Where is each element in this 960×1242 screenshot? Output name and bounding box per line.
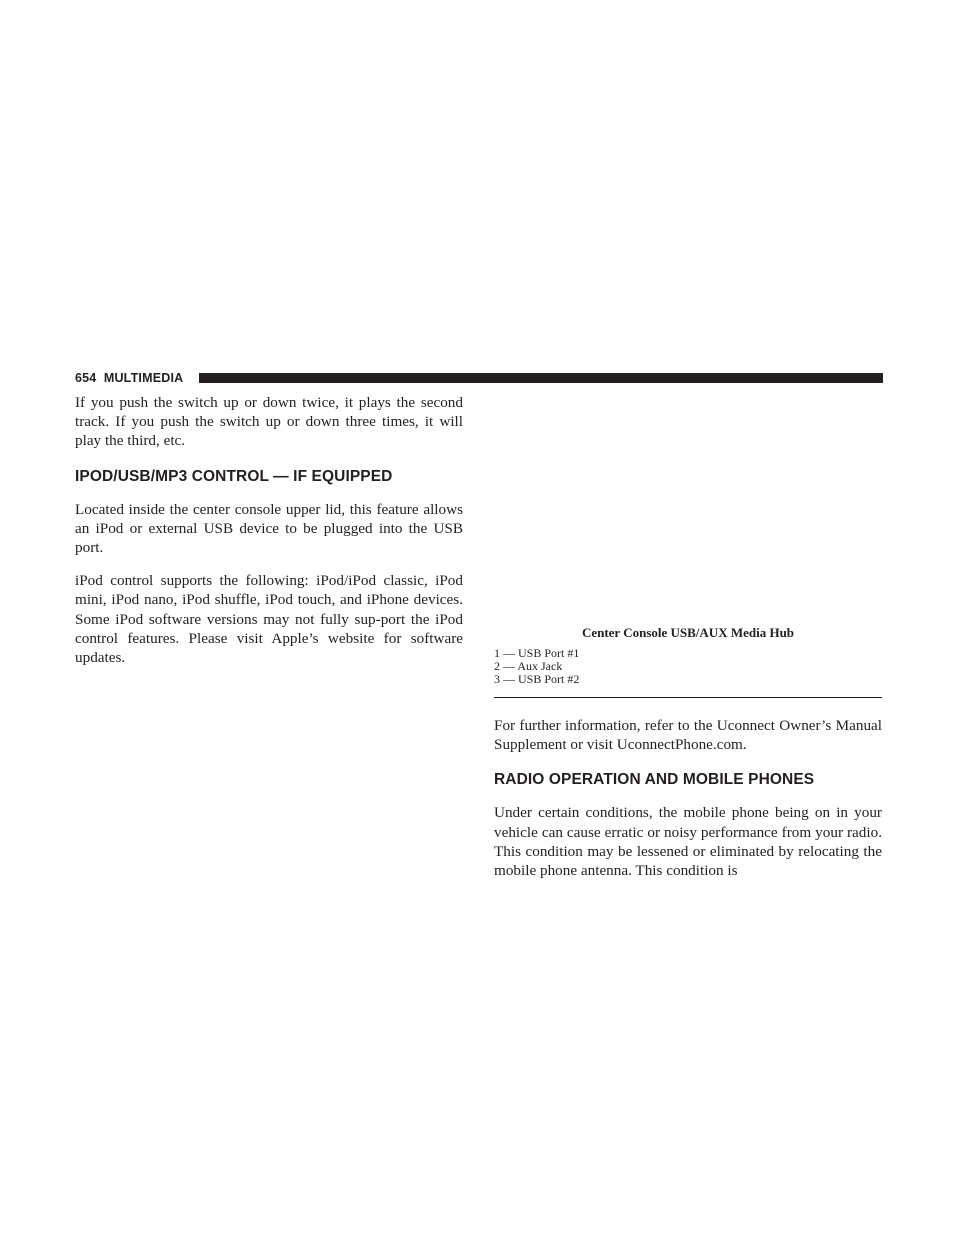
figure-legend [494, 647, 882, 685]
intro-paragraph: If you push the switch up or down twice, it plays the second track. If you push the switch up or down three times, it will play the third, etc. [75, 394, 463, 450]
page-number: 654 [75, 371, 97, 385]
radio-section-heading: RADIO OPERATION AND MOBILE PHONES [494, 771, 815, 789]
section-name: MULTIMEDIA [103, 371, 184, 385]
legend-item: 1 — USB Port #1 [494, 646, 580, 660]
page-header [75, 370, 883, 390]
header-rule-bar [199, 373, 883, 383]
radio-paragraph: Under certain conditions, the mobile phone being on in your vehicle can cause erratic or noisy performance from your radio. This condition may be lessened or eliminated by relocating the mobile phone antenna. This condition is [494, 804, 882, 880]
ipod-section-heading: IPOD/USB/MP3 CONTROL — IF EQUIPPED [75, 467, 393, 485]
further-info-paragraph: For further information, refer to the Uconnect Owner’s Manual Supplement or visit UconnectPhone.com. [494, 717, 882, 754]
legend-item: 2 — Aux Jack [494, 658, 563, 673]
page-header-label [75, 371, 183, 385]
ipod-location-paragraph: Located inside the center console upper lid, this feature allows an iPod or external USB device to be plugged into the USB port. [75, 500, 463, 557]
right-column [494, 716, 882, 894]
figure-caption: Center Console USB/AUX Media Hub [581, 625, 795, 640]
left-column [75, 393, 463, 681]
legend-divider [494, 697, 882, 698]
legend-item: 3 — USB Port #2 [494, 671, 580, 686]
ipod-support-paragraph: iPod control supports the following: iPod/iPod classic, iPod mini, iPod nano, iPod shuffle, iPod touch, and iPhone devices. Some iPod software versions may not fully sup-port the iPod control features. Please visit Apple’s website for software updates. [75, 572, 463, 667]
